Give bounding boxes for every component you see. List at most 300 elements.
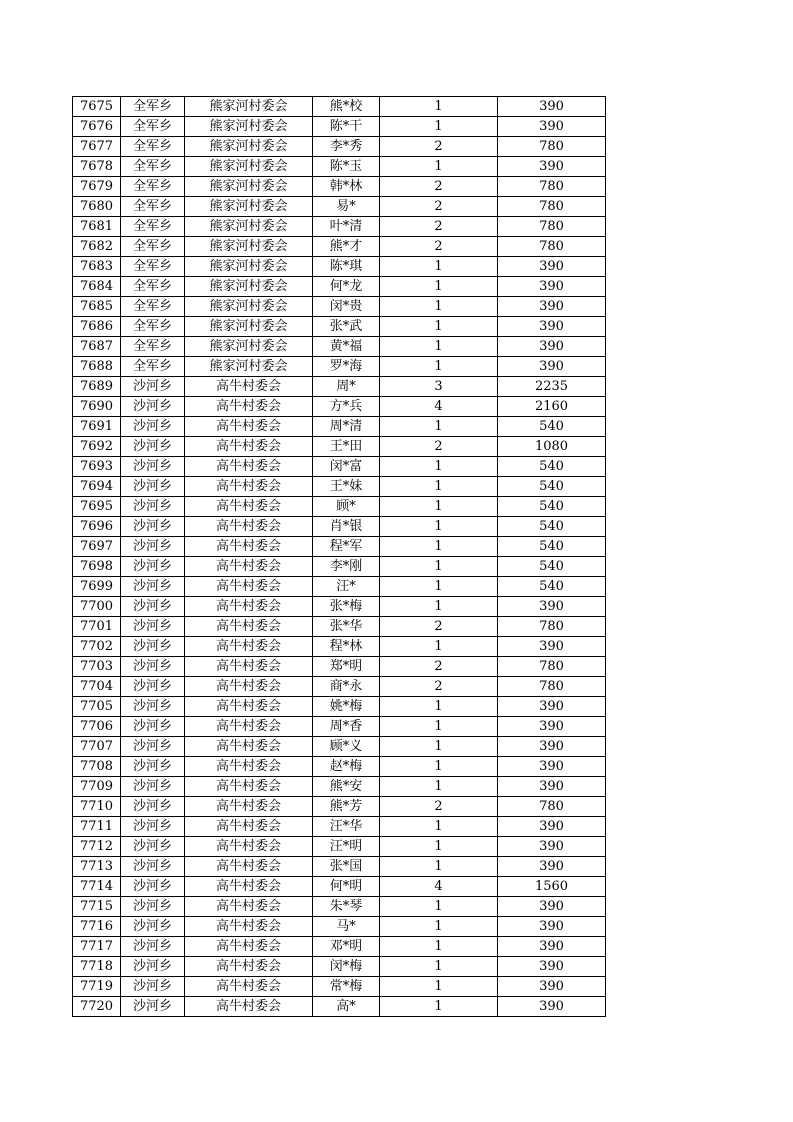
table-row <box>73 797 606 817</box>
amount-cell: 780 <box>498 617 606 637</box>
count-cell: 4 <box>380 877 498 897</box>
table-row <box>73 337 606 357</box>
row-number-cell: 7697 <box>73 537 121 557</box>
village-committee-cell: 熊家河村委会 <box>185 297 313 317</box>
table-row <box>73 197 606 217</box>
table-row <box>73 857 606 877</box>
row-number-cell: 7701 <box>73 617 121 637</box>
row-number-cell: 7683 <box>73 257 121 277</box>
table-row <box>73 677 606 697</box>
count-cell: 1 <box>380 417 498 437</box>
count-cell: 1 <box>380 557 498 577</box>
township-cell: 全军乡 <box>121 337 185 357</box>
name-cell: 肖*银 <box>313 517 380 537</box>
amount-cell: 390 <box>498 317 606 337</box>
row-number-cell: 7713 <box>73 857 121 877</box>
township-cell: 沙河乡 <box>121 457 185 477</box>
count-cell: 1 <box>380 597 498 617</box>
row-number-cell: 7675 <box>73 97 121 117</box>
name-cell: 陈*玉 <box>313 157 380 177</box>
table-row <box>73 237 606 257</box>
count-cell: 1 <box>380 477 498 497</box>
amount-cell: 390 <box>498 97 606 117</box>
count-cell: 1 <box>380 157 498 177</box>
village-committee-cell: 熊家河村委会 <box>185 257 313 277</box>
row-number-cell: 7677 <box>73 137 121 157</box>
amount-cell: 390 <box>498 897 606 917</box>
amount-cell: 780 <box>498 217 606 237</box>
amount-cell: 1080 <box>498 437 606 457</box>
township-cell: 沙河乡 <box>121 737 185 757</box>
name-cell: 熊*才 <box>313 237 380 257</box>
village-committee-cell: 高牛村委会 <box>185 797 313 817</box>
village-committee-cell: 高牛村委会 <box>185 737 313 757</box>
name-cell: 常*梅 <box>313 977 380 997</box>
table-row <box>73 477 606 497</box>
table-row <box>73 617 606 637</box>
amount-cell: 390 <box>498 757 606 777</box>
count-cell: 1 <box>380 297 498 317</box>
name-cell: 熊*安 <box>313 777 380 797</box>
township-cell: 沙河乡 <box>121 657 185 677</box>
row-number-cell: 7687 <box>73 337 121 357</box>
table-row <box>73 657 606 677</box>
table-row <box>73 217 606 237</box>
amount-cell: 390 <box>498 917 606 937</box>
township-cell: 沙河乡 <box>121 417 185 437</box>
amount-cell: 2235 <box>498 377 606 397</box>
village-committee-cell: 高牛村委会 <box>185 757 313 777</box>
village-committee-cell: 熊家河村委会 <box>185 357 313 377</box>
name-cell: 何*龙 <box>313 277 380 297</box>
row-number-cell: 7691 <box>73 417 121 437</box>
row-number-cell: 7719 <box>73 977 121 997</box>
township-cell: 全军乡 <box>121 277 185 297</box>
row-number-cell: 7720 <box>73 997 121 1017</box>
name-cell: 韩*林 <box>313 177 380 197</box>
row-number-cell: 7692 <box>73 437 121 457</box>
amount-cell: 390 <box>498 277 606 297</box>
count-cell: 1 <box>380 897 498 917</box>
township-cell: 沙河乡 <box>121 397 185 417</box>
township-cell: 全军乡 <box>121 97 185 117</box>
village-committee-cell: 高牛村委会 <box>185 857 313 877</box>
village-committee-cell: 熊家河村委会 <box>185 177 313 197</box>
count-cell: 1 <box>380 837 498 857</box>
table-row <box>73 737 606 757</box>
table-row <box>73 697 606 717</box>
village-committee-cell: 高牛村委会 <box>185 997 313 1017</box>
name-cell: 张*武 <box>313 317 380 337</box>
village-committee-cell: 高牛村委会 <box>185 517 313 537</box>
name-cell: 张*华 <box>313 617 380 637</box>
name-cell: 邓*明 <box>313 937 380 957</box>
village-committee-cell: 熊家河村委会 <box>185 137 313 157</box>
village-committee-cell: 高牛村委会 <box>185 497 313 517</box>
village-committee-cell: 高牛村委会 <box>185 777 313 797</box>
row-number-cell: 7684 <box>73 277 121 297</box>
amount-cell: 780 <box>498 197 606 217</box>
name-cell: 姚*梅 <box>313 697 380 717</box>
count-cell: 1 <box>380 957 498 977</box>
row-number-cell: 7712 <box>73 837 121 857</box>
table-row <box>73 977 606 997</box>
table-row <box>73 437 606 457</box>
village-committee-cell: 高牛村委会 <box>185 377 313 397</box>
amount-cell: 390 <box>498 337 606 357</box>
village-committee-cell: 高牛村委会 <box>185 977 313 997</box>
name-cell: 王*妹 <box>313 477 380 497</box>
amount-cell: 1560 <box>498 877 606 897</box>
village-committee-cell: 高牛村委会 <box>185 677 313 697</box>
name-cell: 陈*干 <box>313 117 380 137</box>
table-row <box>73 917 606 937</box>
village-committee-cell: 高牛村委会 <box>185 957 313 977</box>
township-cell: 沙河乡 <box>121 577 185 597</box>
row-number-cell: 7702 <box>73 637 121 657</box>
township-cell: 沙河乡 <box>121 817 185 837</box>
amount-cell: 390 <box>498 817 606 837</box>
township-cell: 沙河乡 <box>121 757 185 777</box>
village-committee-cell: 高牛村委会 <box>185 397 313 417</box>
count-cell: 1 <box>380 357 498 377</box>
name-cell: 王*田 <box>313 437 380 457</box>
township-cell: 沙河乡 <box>121 717 185 737</box>
amount-cell: 780 <box>498 797 606 817</box>
row-number-cell: 7676 <box>73 117 121 137</box>
township-cell: 沙河乡 <box>121 697 185 717</box>
village-committee-cell: 高牛村委会 <box>185 557 313 577</box>
amount-cell: 390 <box>498 637 606 657</box>
row-number-cell: 7709 <box>73 777 121 797</box>
row-number-cell: 7699 <box>73 577 121 597</box>
township-cell: 沙河乡 <box>121 917 185 937</box>
name-cell: 汪*明 <box>313 837 380 857</box>
count-cell: 1 <box>380 937 498 957</box>
name-cell: 高* <box>313 997 380 1017</box>
village-committee-cell: 高牛村委会 <box>185 417 313 437</box>
name-cell: 顾* <box>313 497 380 517</box>
village-committee-cell: 高牛村委会 <box>185 937 313 957</box>
amount-cell: 390 <box>498 717 606 737</box>
township-cell: 全军乡 <box>121 237 185 257</box>
count-cell: 2 <box>380 657 498 677</box>
township-cell: 全军乡 <box>121 257 185 277</box>
row-number-cell: 7698 <box>73 557 121 577</box>
data-table <box>72 96 606 1017</box>
row-number-cell: 7685 <box>73 297 121 317</box>
row-number-cell: 7679 <box>73 177 121 197</box>
name-cell: 熊*芳 <box>313 797 380 817</box>
name-cell: 商*永 <box>313 677 380 697</box>
amount-cell: 780 <box>498 657 606 677</box>
amount-cell: 390 <box>498 777 606 797</box>
amount-cell: 540 <box>498 497 606 517</box>
name-cell: 张*国 <box>313 857 380 877</box>
township-cell: 全军乡 <box>121 197 185 217</box>
count-cell: 4 <box>380 397 498 417</box>
village-committee-cell: 熊家河村委会 <box>185 277 313 297</box>
table-row <box>73 297 606 317</box>
amount-cell: 390 <box>498 257 606 277</box>
table-row <box>73 417 606 437</box>
table-row <box>73 597 606 617</box>
count-cell: 1 <box>380 757 498 777</box>
row-number-cell: 7717 <box>73 937 121 957</box>
township-cell: 沙河乡 <box>121 677 185 697</box>
amount-cell: 390 <box>498 737 606 757</box>
table-row <box>73 537 606 557</box>
amount-cell: 390 <box>498 857 606 877</box>
name-cell: 程*林 <box>313 637 380 657</box>
count-cell: 1 <box>380 817 498 837</box>
village-committee-cell: 熊家河村委会 <box>185 117 313 137</box>
count-cell: 2 <box>380 437 498 457</box>
table-row <box>73 717 606 737</box>
name-cell: 熊*校 <box>313 97 380 117</box>
township-cell: 全军乡 <box>121 357 185 377</box>
table-row <box>73 957 606 977</box>
township-cell: 沙河乡 <box>121 897 185 917</box>
count-cell: 1 <box>380 777 498 797</box>
count-cell: 3 <box>380 377 498 397</box>
row-number-cell: 7689 <box>73 377 121 397</box>
amount-cell: 540 <box>498 417 606 437</box>
row-number-cell: 7714 <box>73 877 121 897</box>
township-cell: 沙河乡 <box>121 937 185 957</box>
village-committee-cell: 高牛村委会 <box>185 837 313 857</box>
row-number-cell: 7678 <box>73 157 121 177</box>
township-cell: 沙河乡 <box>121 857 185 877</box>
amount-cell: 540 <box>498 517 606 537</box>
name-cell: 叶*清 <box>313 217 380 237</box>
table-row <box>73 177 606 197</box>
name-cell: 易* <box>313 197 380 217</box>
village-committee-cell: 熊家河村委会 <box>185 97 313 117</box>
count-cell: 1 <box>380 97 498 117</box>
count-cell: 1 <box>380 977 498 997</box>
village-committee-cell: 高牛村委会 <box>185 537 313 557</box>
count-cell: 1 <box>380 717 498 737</box>
table-row <box>73 277 606 297</box>
name-cell: 闵*贵 <box>313 297 380 317</box>
village-committee-cell: 高牛村委会 <box>185 897 313 917</box>
township-cell: 沙河乡 <box>121 537 185 557</box>
row-number-cell: 7694 <box>73 477 121 497</box>
table-row <box>73 317 606 337</box>
township-cell: 全军乡 <box>121 157 185 177</box>
township-cell: 全军乡 <box>121 117 185 137</box>
count-cell: 2 <box>380 177 498 197</box>
row-number-cell: 7711 <box>73 817 121 837</box>
village-committee-cell: 熊家河村委会 <box>185 237 313 257</box>
village-committee-cell: 高牛村委会 <box>185 477 313 497</box>
name-cell: 陈*琪 <box>313 257 380 277</box>
amount-cell: 780 <box>498 177 606 197</box>
table-row <box>73 157 606 177</box>
row-number-cell: 7700 <box>73 597 121 617</box>
name-cell: 周*香 <box>313 717 380 737</box>
table-row <box>73 117 606 137</box>
count-cell: 2 <box>380 137 498 157</box>
table-row <box>73 357 606 377</box>
table-row <box>73 997 606 1017</box>
village-committee-cell: 高牛村委会 <box>185 637 313 657</box>
row-number-cell: 7695 <box>73 497 121 517</box>
count-cell: 1 <box>380 337 498 357</box>
village-committee-cell: 高牛村委会 <box>185 877 313 897</box>
amount-cell: 780 <box>498 237 606 257</box>
count-cell: 2 <box>380 617 498 637</box>
amount-cell: 540 <box>498 577 606 597</box>
row-number-cell: 7708 <box>73 757 121 777</box>
township-cell: 沙河乡 <box>121 497 185 517</box>
table-row <box>73 777 606 797</box>
township-cell: 沙河乡 <box>121 837 185 857</box>
township-cell: 全军乡 <box>121 297 185 317</box>
count-cell: 1 <box>380 537 498 557</box>
table-body <box>73 97 606 1017</box>
name-cell: 顾*义 <box>313 737 380 757</box>
amount-cell: 390 <box>498 157 606 177</box>
name-cell: 闵*梅 <box>313 957 380 977</box>
amount-cell: 390 <box>498 837 606 857</box>
table-row <box>73 257 606 277</box>
township-cell: 沙河乡 <box>121 777 185 797</box>
name-cell: 汪*华 <box>313 817 380 837</box>
village-committee-cell: 高牛村委会 <box>185 657 313 677</box>
name-cell: 李*秀 <box>313 137 380 157</box>
table-row <box>73 397 606 417</box>
count-cell: 2 <box>380 237 498 257</box>
amount-cell: 2160 <box>498 397 606 417</box>
amount-cell: 390 <box>498 937 606 957</box>
count-cell: 1 <box>380 497 498 517</box>
village-committee-cell: 熊家河村委会 <box>185 157 313 177</box>
count-cell: 1 <box>380 917 498 937</box>
row-number-cell: 7715 <box>73 897 121 917</box>
count-cell: 1 <box>380 737 498 757</box>
count-cell: 1 <box>380 637 498 657</box>
count-cell: 1 <box>380 317 498 337</box>
township-cell: 沙河乡 <box>121 617 185 637</box>
count-cell: 1 <box>380 517 498 537</box>
row-number-cell: 7705 <box>73 697 121 717</box>
count-cell: 1 <box>380 697 498 717</box>
count-cell: 1 <box>380 277 498 297</box>
township-cell: 沙河乡 <box>121 977 185 997</box>
row-number-cell: 7710 <box>73 797 121 817</box>
amount-cell: 540 <box>498 537 606 557</box>
township-cell: 沙河乡 <box>121 517 185 537</box>
township-cell: 沙河乡 <box>121 877 185 897</box>
table-row <box>73 757 606 777</box>
row-number-cell: 7704 <box>73 677 121 697</box>
amount-cell: 390 <box>498 297 606 317</box>
row-number-cell: 7703 <box>73 657 121 677</box>
township-cell: 沙河乡 <box>121 377 185 397</box>
table-row <box>73 517 606 537</box>
count-cell: 1 <box>380 857 498 877</box>
village-committee-cell: 高牛村委会 <box>185 577 313 597</box>
name-cell: 李*刚 <box>313 557 380 577</box>
amount-cell: 390 <box>498 957 606 977</box>
count-cell: 1 <box>380 997 498 1017</box>
count-cell: 1 <box>380 577 498 597</box>
name-cell: 马* <box>313 917 380 937</box>
table-row <box>73 877 606 897</box>
amount-cell: 390 <box>498 357 606 377</box>
table-row <box>73 937 606 957</box>
village-committee-cell: 高牛村委会 <box>185 597 313 617</box>
count-cell: 2 <box>380 797 498 817</box>
village-committee-cell: 高牛村委会 <box>185 917 313 937</box>
amount-cell: 540 <box>498 557 606 577</box>
village-committee-cell: 熊家河村委会 <box>185 217 313 237</box>
amount-cell: 780 <box>498 677 606 697</box>
village-committee-cell: 熊家河村委会 <box>185 317 313 337</box>
amount-cell: 390 <box>498 697 606 717</box>
village-committee-cell: 高牛村委会 <box>185 617 313 637</box>
name-cell: 朱*琴 <box>313 897 380 917</box>
count-cell: 1 <box>380 117 498 137</box>
village-committee-cell: 高牛村委会 <box>185 697 313 717</box>
row-number-cell: 7690 <box>73 397 121 417</box>
table-row <box>73 817 606 837</box>
row-number-cell: 7682 <box>73 237 121 257</box>
table-row <box>73 897 606 917</box>
row-number-cell: 7688 <box>73 357 121 377</box>
row-number-cell: 7681 <box>73 217 121 237</box>
table-row <box>73 497 606 517</box>
name-cell: 郑*明 <box>313 657 380 677</box>
township-cell: 沙河乡 <box>121 797 185 817</box>
row-number-cell: 7706 <box>73 717 121 737</box>
village-committee-cell: 高牛村委会 <box>185 817 313 837</box>
name-cell: 闵*富 <box>313 457 380 477</box>
amount-cell: 390 <box>498 997 606 1017</box>
village-committee-cell: 高牛村委会 <box>185 457 313 477</box>
row-number-cell: 7707 <box>73 737 121 757</box>
amount-cell: 780 <box>498 137 606 157</box>
village-committee-cell: 熊家河村委会 <box>185 337 313 357</box>
village-committee-cell: 高牛村委会 <box>185 437 313 457</box>
table-row <box>73 97 606 117</box>
table-row <box>73 377 606 397</box>
amount-cell: 540 <box>498 477 606 497</box>
name-cell: 程*军 <box>313 537 380 557</box>
township-cell: 沙河乡 <box>121 437 185 457</box>
row-number-cell: 7716 <box>73 917 121 937</box>
name-cell: 周* <box>313 377 380 397</box>
name-cell: 何*明 <box>313 877 380 897</box>
table-row <box>73 137 606 157</box>
row-number-cell: 7693 <box>73 457 121 477</box>
amount-cell: 390 <box>498 977 606 997</box>
table-row <box>73 637 606 657</box>
name-cell: 罗*海 <box>313 357 380 377</box>
name-cell: 黄*福 <box>313 337 380 357</box>
township-cell: 沙河乡 <box>121 957 185 977</box>
amount-cell: 540 <box>498 457 606 477</box>
name-cell: 方*兵 <box>313 397 380 417</box>
township-cell: 全军乡 <box>121 137 185 157</box>
township-cell: 沙河乡 <box>121 477 185 497</box>
village-committee-cell: 高牛村委会 <box>185 717 313 737</box>
name-cell: 汪* <box>313 577 380 597</box>
township-cell: 沙河乡 <box>121 997 185 1017</box>
amount-cell: 390 <box>498 117 606 137</box>
